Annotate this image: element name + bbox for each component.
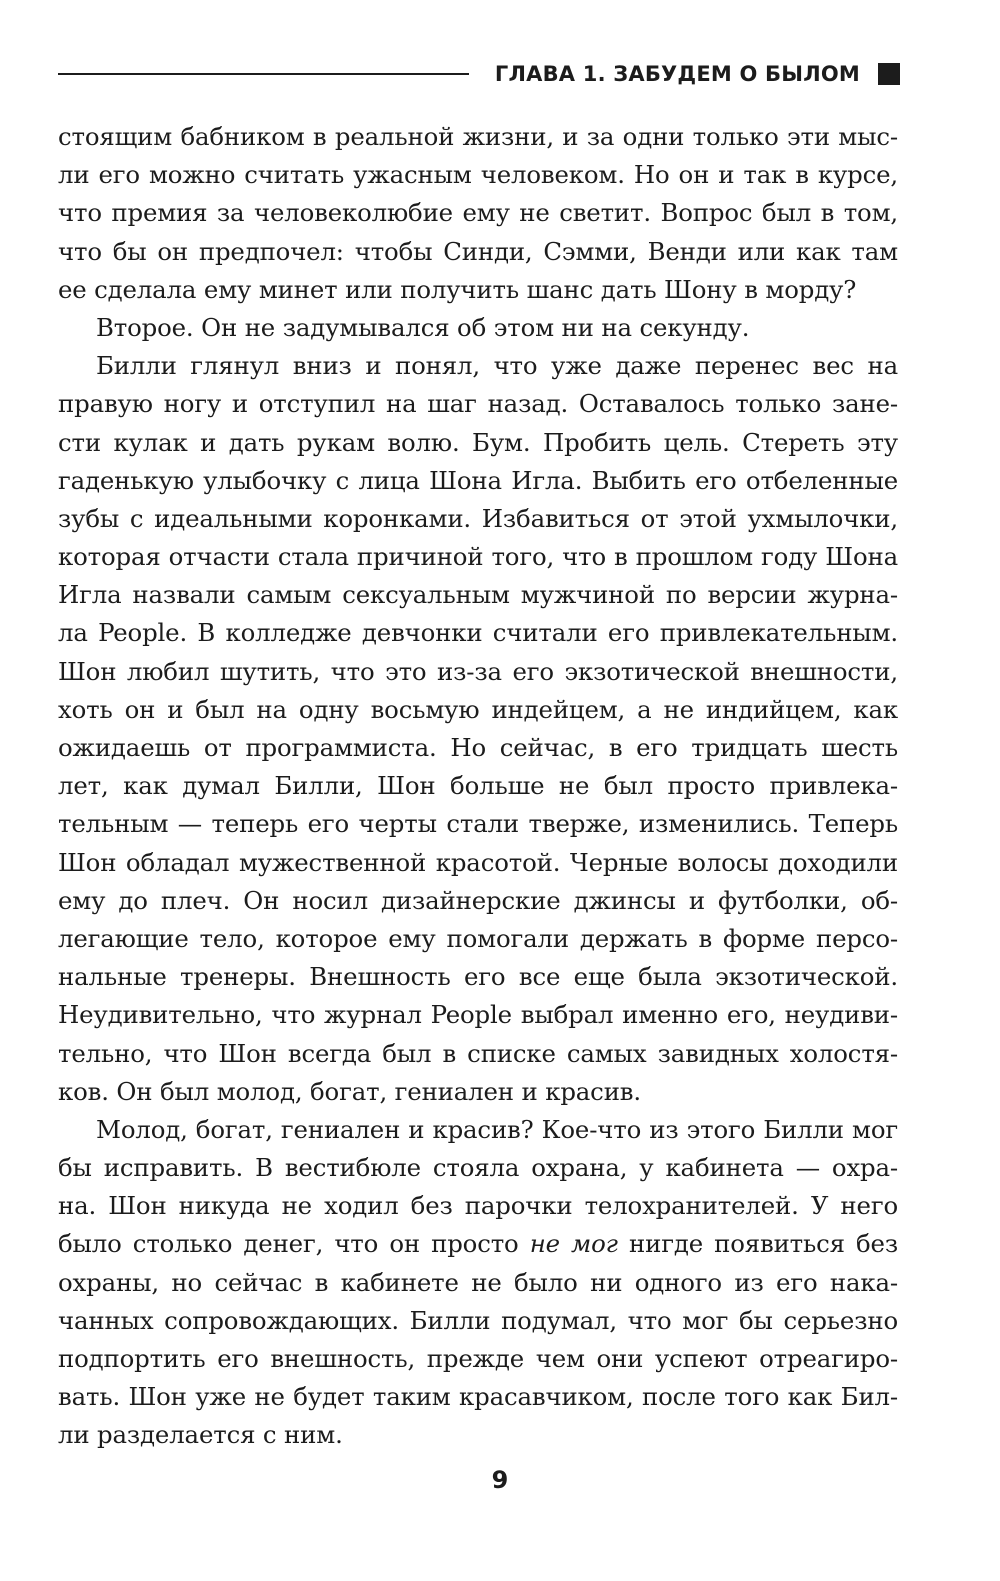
text-line: Билли глянул вниз и понял, что уже даже перенес вес на [96, 351, 898, 381]
text-line: лет, как думал Билли, Шон больше не был просто привлека- [58, 771, 898, 801]
text-segment: было столько денег, что он просто [58, 1229, 530, 1259]
text-line: ему до плеч. Он носил дизайнерские джинсы и футболки, об- [58, 885, 898, 915]
text-line: ее сделала ему минет или получить шанс дать Шону в морду? [58, 274, 857, 304]
text-line: что премия за человеколюбие ему не светит. Вопрос был в том, [58, 198, 898, 228]
page-number: 9 [491, 1466, 509, 1494]
text-line: Шон обладал мужественной красотой. Черные волосы доходили [58, 847, 898, 877]
text-line: охраны, но сейчас в кабинете не было ни одного из его нака- [58, 1267, 898, 1297]
text-line: которая отчасти стала причиной того, что в прошлом году Шона [58, 542, 898, 572]
text-line-with-italic [58, 1225, 898, 1263]
text-line: Неудивительно, что журнал People выбрал именно его, неудиви- [58, 1000, 898, 1030]
text-line: Второе. Он не задумывался об этом ни на секунду. [96, 312, 750, 342]
text-line: гаденькую улыбочку с лица Шона Игла. Выбить его отбеленные [58, 465, 898, 495]
text-line: тельным — теперь его черты стали тверже, изменились. Теперь [58, 809, 898, 839]
text-line: чанных сопровождающих. Билли подумал, что мог бы серьезно [58, 1305, 898, 1335]
text-line: хоть он и был на одну восьмую индейцем, а не индийцем, как [58, 694, 898, 724]
text-line: правую ногу и отступил на шаг назад. Оставалось только зане- [58, 389, 898, 419]
text-line: стоящим бабником в реальной жизни, и за одни только эти мыс- [58, 122, 898, 151]
text-line: бы исправить. В вестибюле стояла охрана, у кабинета — охра- [58, 1153, 898, 1183]
header-square-ornament [878, 63, 900, 85]
running-header [58, 60, 900, 88]
text-line: ли его можно считать ужасным человеком. Но он и так в курсе, [58, 160, 898, 190]
text-line: Молод, богат, гениален и красив? Кое-что из этого Билли мог [96, 1114, 898, 1144]
text-line: ков. Он был молод, богат, гениален и красив. [58, 1076, 641, 1106]
header-rule [58, 73, 469, 75]
text-line: на. Шон никуда не ходил без парочки телохранителей. У него [58, 1191, 898, 1221]
text-line: Шон любил шутить, что это из-за его экзотической внешности, [58, 656, 898, 686]
text-line: вать. Шон уже не будет таким красавчиком, после того как Бил- [58, 1382, 898, 1412]
text-line: зубы с идеальными коронками. Избавиться от этой ухмылочки, [58, 503, 898, 533]
italic-phrase: не мог [529, 1229, 618, 1259]
text-line: легающие тело, которое ему помогали держать в форме персо- [58, 923, 898, 953]
chapter-title: ГЛАВА 1. ЗАБУДЕМ О БЫЛОМ [494, 62, 860, 86]
text-line: Игла назвали самым сексуальным мужчиной по версии журна- [58, 580, 898, 610]
text-line: тельно, что Шон всегда был в списке самых завидных холостя- [58, 1038, 898, 1068]
text-line: нальные тренеры. Внешность его все еще была экзотической. [58, 962, 898, 992]
text-line: ла People. В колледже девчонки считали его привлекательным. [58, 618, 898, 648]
body-text [58, 118, 898, 1455]
text-segment: нигде появиться без [628, 1229, 898, 1259]
text-line: сти кулак и дать рукам волю. Бум. Пробить цель. Стереть эту [58, 427, 898, 457]
text-line: ожидаешь от программиста. Но сейчас, в его тридцать шесть [58, 733, 898, 762]
text-line: подпортить его внешность, прежде чем они успеют отреагиро- [58, 1344, 898, 1373]
text-line: что бы он предпочел: чтобы Синди, Сэмми, Венди или как там [58, 236, 898, 266]
text-line: ли разделается с ним. [58, 1420, 343, 1450]
